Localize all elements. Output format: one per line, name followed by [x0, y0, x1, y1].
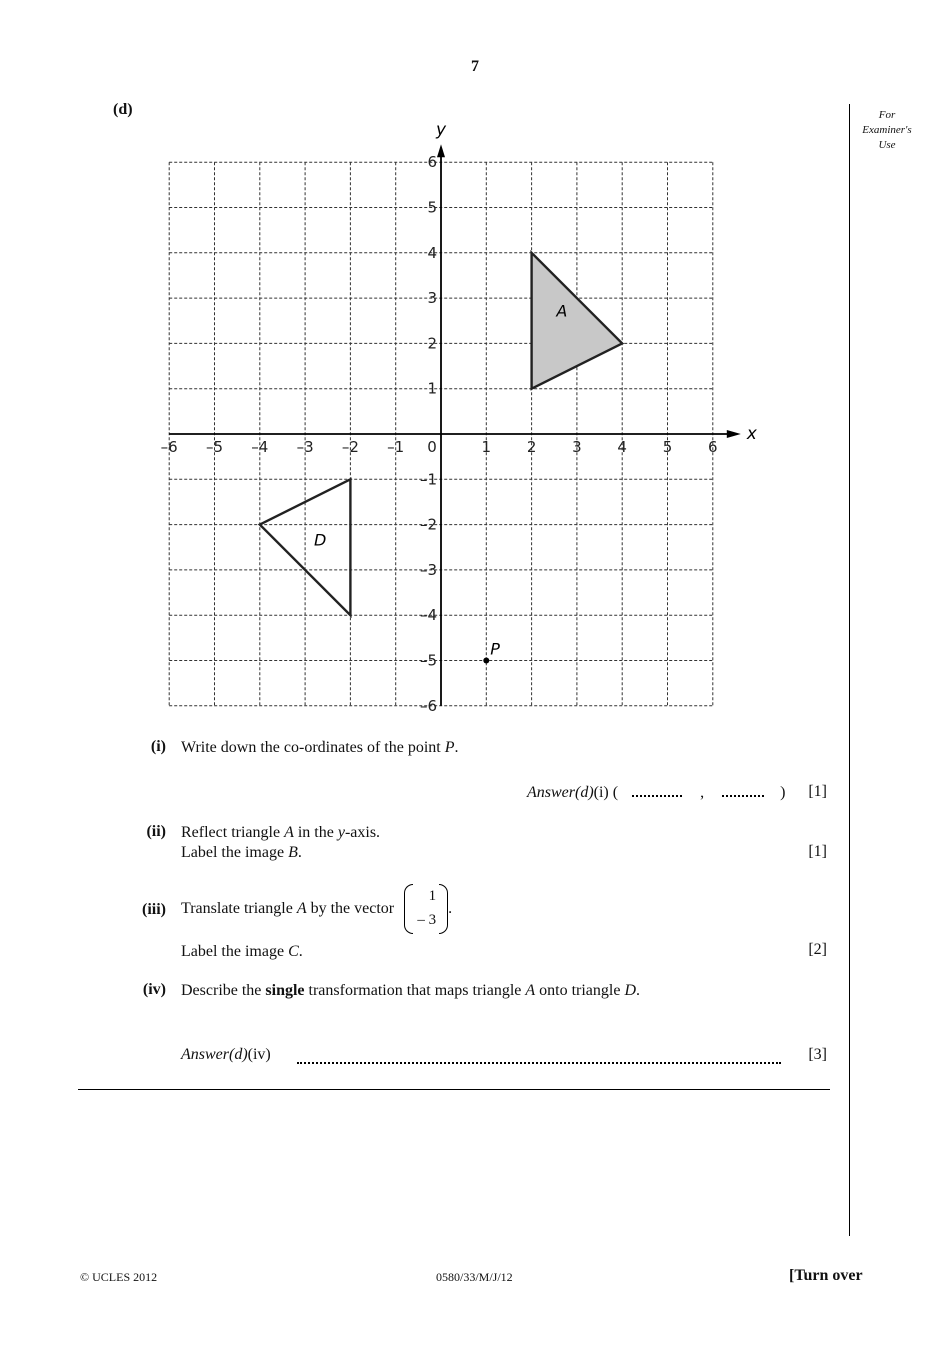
question-iii-1a: Translate triangle [181, 900, 297, 917]
translation-vector [404, 884, 448, 934]
part-label: (d) [113, 101, 133, 118]
answer-i-label: Answer(d) [527, 784, 594, 801]
question-iii-2c: . [298, 943, 303, 960]
question-ii-line-2 [181, 843, 380, 863]
y-tick-label: 4 [427, 243, 437, 262]
footer-copyright: © UCLES 2012 [80, 1270, 158, 1284]
x-tick-label: 3 [572, 438, 582, 456]
examiner-line-1: For [878, 109, 896, 121]
question-ii-2b: B [288, 844, 298, 861]
x-axis-label: x [746, 424, 757, 444]
question-ii-2a: Label the image [181, 844, 289, 861]
x-tick-label: 1 [481, 438, 492, 456]
y-axis-arrow [437, 144, 445, 157]
question-iv-d: A [525, 982, 536, 999]
question-ii-2c: . [297, 844, 302, 861]
question-iii-line-2 [181, 942, 452, 962]
question-iii-line-1 [181, 884, 452, 936]
x-tick-label: 0 [427, 438, 437, 456]
question-ii-text [181, 823, 380, 863]
x-tick-label: –6 [160, 438, 178, 456]
question-iii-1b: A [296, 900, 307, 917]
point-P-label: P [490, 639, 500, 659]
answer-iv-suffix: (iv) [247, 1046, 271, 1063]
mark-iii: [2] [808, 941, 827, 958]
question-iii-number: (iii) [142, 901, 166, 918]
x-tick-label: –3 [296, 438, 314, 456]
question-iv-text [181, 981, 640, 1001]
footer-paper-code: 0580/33/M/J/12 [436, 1270, 513, 1284]
answer-iv-blank[interactable] [297, 1050, 781, 1064]
answer-i-suffix: (i) ( [593, 784, 619, 801]
section-divider [78, 1089, 830, 1090]
answer-i-y-blank[interactable] [722, 783, 764, 797]
question-ii-1d: y [337, 824, 345, 841]
question-ii-line-1 [181, 823, 380, 843]
question-iii-2a: Label the image [181, 943, 289, 960]
vector-left-bracket [404, 884, 413, 934]
y-tick-label: 5 [427, 198, 437, 217]
y-axis-label: y [436, 120, 447, 141]
question-iv-g: . [636, 982, 641, 999]
question-i-text-a: Write down the co-ordinates of the point [181, 739, 445, 756]
page-number: 7 [471, 58, 479, 75]
y-tick-label: –2 [419, 515, 437, 534]
y-tick-label: 3 [427, 289, 437, 308]
y-tick-label: 2 [427, 334, 437, 353]
question-iv-b: single [265, 982, 305, 999]
examiner-line-3: Use [878, 139, 896, 151]
y-tick-label: –1 [419, 470, 437, 489]
answer-i-close: ) [780, 784, 786, 801]
x-tick-label: –1 [387, 438, 405, 456]
vector-right-bracket [439, 884, 448, 934]
question-iv-e: onto triangle [535, 982, 625, 999]
question-iv-c: transformation that maps triangle [304, 982, 526, 999]
answer-iv-label: Answer(d) [181, 1046, 248, 1063]
y-tick-label: –6 [419, 696, 437, 715]
x-axis-arrow [727, 430, 741, 438]
question-iv-number: (iv) [142, 981, 166, 998]
x-tick-label: 4 [617, 438, 627, 456]
mark-iv: [3] [808, 1046, 827, 1063]
question-iii-2b: C [288, 943, 299, 960]
examiner-line-2: Examiner's [862, 124, 912, 136]
y-tick-label: 6 [427, 153, 437, 172]
triangle-D-label: D [314, 530, 327, 550]
answer-i-comma: , [700, 784, 705, 801]
mark-ii: [1] [808, 843, 827, 860]
question-iii-text [181, 884, 452, 962]
question-iii-dot: . [448, 900, 453, 917]
question-ii-1c: in the [293, 824, 338, 841]
question-i-text-b: . [454, 739, 459, 756]
question-i-text [181, 738, 459, 758]
question-ii-1e: -axis. [344, 824, 381, 841]
mark-i: [1] [808, 783, 827, 800]
point-P [483, 658, 489, 664]
question-i-number: (i) [150, 738, 166, 755]
triangle-A-label: A [556, 301, 568, 321]
answer-i [527, 783, 785, 802]
y-tick-label: –5 [419, 651, 437, 670]
x-tick-label: 6 [708, 438, 718, 456]
question-ii-number: (ii) [146, 823, 166, 840]
question-ii-1b: A [284, 824, 294, 841]
answer-i-x-blank[interactable] [632, 783, 682, 797]
x-tick-label: –2 [341, 438, 359, 456]
y-tick-label: –4 [419, 606, 437, 625]
question-iii-1c: by the vector [306, 900, 395, 917]
question-i-var: P [444, 739, 455, 756]
y-tick-label: –3 [419, 560, 437, 579]
question-iv-f: D [624, 982, 637, 999]
vector-top: 1 [428, 888, 437, 904]
vector-bottom: – 3 [417, 912, 437, 928]
x-tick-label: –4 [251, 438, 269, 456]
x-tick-label: 2 [526, 438, 537, 456]
y-tick-label: 1 [427, 379, 437, 398]
x-tick-label: 5 [662, 438, 673, 456]
x-tick-label: –5 [205, 438, 224, 456]
question-ii-1a: Reflect triangle [181, 824, 285, 841]
answer-iv [181, 1046, 271, 1064]
question-iv-a: Describe the [181, 982, 266, 999]
turn-over-label: [Turn over [789, 1267, 863, 1284]
